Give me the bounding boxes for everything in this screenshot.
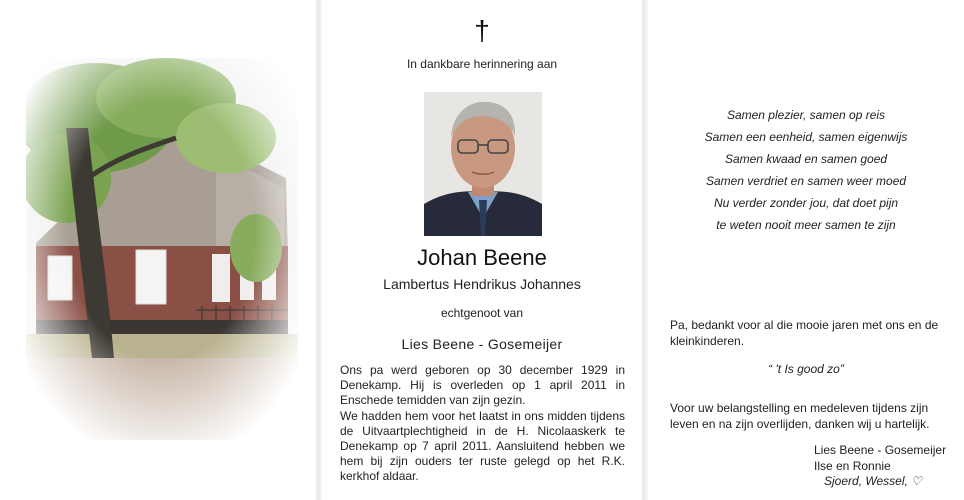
signer-line: Ilse en Ronnie (814, 458, 891, 473)
poem-line: Samen kwaad en samen goed (724, 152, 888, 166)
poem (648, 104, 964, 236)
spouse-label: echtgenoot van (440, 306, 524, 320)
poem-line: Samen plezier, samen op reis (726, 108, 886, 122)
intro-text: In dankbare herinnering aan (406, 57, 558, 71)
spouse-name: Lies Beene - Gosemeijer (401, 336, 563, 352)
bio-paragraph: Ons pa werd geboren op 30 december 1929 in Denekamp. Hij is overleden op 1 april 2011 in Enschede temidden van zijn gezin. (340, 363, 625, 408)
house-with-tree-photo (26, 58, 298, 440)
card-panel-right (648, 0, 964, 500)
panel-divider (642, 0, 646, 500)
portrait-photo (424, 92, 542, 236)
signer-line: Sjoerd, Wessel, ♡ (824, 474, 922, 488)
quote-text: “ 't Is good zo” (768, 362, 844, 376)
biography (340, 363, 625, 485)
given-names: Lambertus Hendrikus Johannes (383, 276, 581, 292)
thanks-father-text: Pa, bedankt voor al die mooie jaren met ons en de kleinkinderen. (670, 318, 939, 348)
poem-line: Samen een eenheid, samen eigenwijs (704, 130, 908, 144)
thanks-condolences-text: Voor uw belangstelling en medeleven tijdens zijn leven en na zijn overlijden, danken wij u hartelijk. (670, 401, 930, 431)
signer-line: Lies Beene - Gosemeijer (814, 443, 947, 457)
card-panel-middle (322, 0, 642, 500)
bio-paragraph: We hadden hem voor het laatst in ons midden tijdens de Uitvaartplechtigheid in de H. Nicolaaskerk te Denekamp op 7 april 2011. Aansluitend hebben we hem bij zijn ouders ter ruste gelegd op het R.K. kerkhof aldaar. (340, 408, 625, 484)
cross-icon: † (474, 15, 490, 46)
panel-divider (316, 0, 320, 500)
poem-line: Nu verder zonder jou, dat doet pijn (713, 196, 899, 210)
poem-line: Samen verdriet en samen weer moed (705, 174, 907, 188)
signers (814, 443, 954, 490)
card-panel-left (0, 0, 316, 500)
deceased-name: Johan Beene (417, 245, 547, 270)
poem-line: te weten nooit meer samen te zijn (716, 218, 896, 232)
